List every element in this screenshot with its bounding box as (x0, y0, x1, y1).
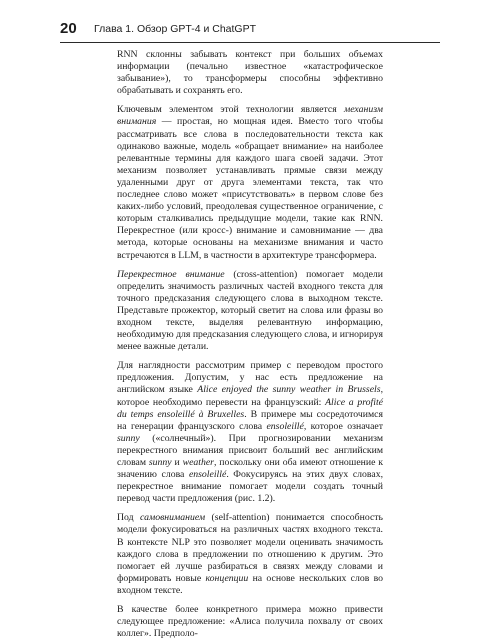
text-run: , которое необходимо перевести на французский: (117, 384, 383, 408)
text-run: Для наглядности рассмотрим пример с переводом простого предложения. Допустим, у нас есть предложение на английском языке (117, 360, 383, 396)
text-run: на основе нескольких слов во входном тексте. (117, 572, 383, 596)
italic-term: самовниманием (140, 512, 206, 524)
paragraph-5 (117, 512, 383, 597)
text-run: (self-attention) понимается способность модели фокусироваться на различных частях входного текста. В контексте NLP это позволяет модели оценивать значимость каждого слова в предложении по отношению к другим. Это помогает ей лучше разбираться в связях между словами и формировать новые (117, 512, 383, 584)
italic-term: Перекрестное внимание (117, 268, 225, 280)
paragraph-1 (117, 49, 383, 97)
text-run: , которое означает (303, 420, 383, 432)
paragraph-4 (117, 360, 383, 505)
text-run: Ключевым элементом этой технологии является (117, 104, 344, 116)
text-run: RNN склонны забывать контекст при больших объемах информации (печально известное «катастрофическое забывание»), то трансформеры способны эффективно обрабатывать и сохранять его. (117, 49, 383, 97)
italic-term: Alice a profité du temps ensoleillé à Bruxelles (117, 396, 383, 420)
page-number: 20 (60, 20, 77, 37)
text-run: и (171, 457, 183, 468)
paragraph-2 (117, 104, 383, 261)
italic-term: концепции (205, 572, 249, 584)
italic-term: Alice enjoyed the sunny weather in Brussels (197, 384, 381, 396)
paragraph-6 (117, 604, 383, 640)
text-run: . В примере мы сосредоточимся на генерации французского слова (117, 408, 383, 432)
italic-term: ensoleillé (188, 469, 227, 481)
italic-term: sunny (117, 432, 140, 444)
body-text (117, 49, 383, 640)
text-run: В качестве более конкретного примера можно привести следующее предложение: «Алиса получила похвалу от своих коллег». Предполо- (117, 604, 383, 640)
italic-term: sunny (148, 457, 172, 468)
text-run: . Фокусируясь на этих двух словах, перекрестное внимание помогает модели создать точный перевод части предложения (рис. 1.2). (117, 469, 384, 505)
text-run: (cross-attention) помогает модели определить значимость различных частей входного текста для точного предсказания следующего слова в выходном тексте. Представьте прожектор, который светит на слова или фразы во входном тексте, выделяя релевантную информацию, необходимую для предсказания следующего слова, и игнорируя менее важные детали. (117, 268, 383, 353)
chapter-title: Глава 1. Обзор GPT-4 и ChatGPT (94, 23, 257, 35)
running-header (60, 20, 440, 43)
italic-term: ensoleillé (266, 420, 304, 432)
text-run: («солнечный»). При прогнозировании механизм перекрестного внимания присвоит больший вес английским словам (117, 432, 383, 468)
paragraph-3 (117, 269, 383, 354)
italic-term: weather (182, 457, 214, 468)
text-run: Под (117, 512, 141, 524)
text-run: , поскольку они оба имеют отношение к значению слова (117, 457, 383, 481)
text-run: — простая, но мощная идея. Вместо того чтобы рассматривать все слова в последовательности текста как одинаково важные, модель «обращает внимание» на наиболее релевантные термины для каждого шага своей задачи. Этот механизм позволяет устанавливать прямые связи между удаленными друг от друга элементами текста, так что последнее слово может «присутствовать» в первом слове без каких-либо условий, преодолевая существенное ограничение, с которым сталкивались предыдущие модели, такие как RNN. Перекрестное (или кросс-) внимание и самовнимание — два метода, которые основаны на механизме внимания и часто встречаются в LLM, в частности в архитектуре трансформера. (117, 116, 383, 261)
italic-term: механизм внимания (117, 104, 383, 128)
